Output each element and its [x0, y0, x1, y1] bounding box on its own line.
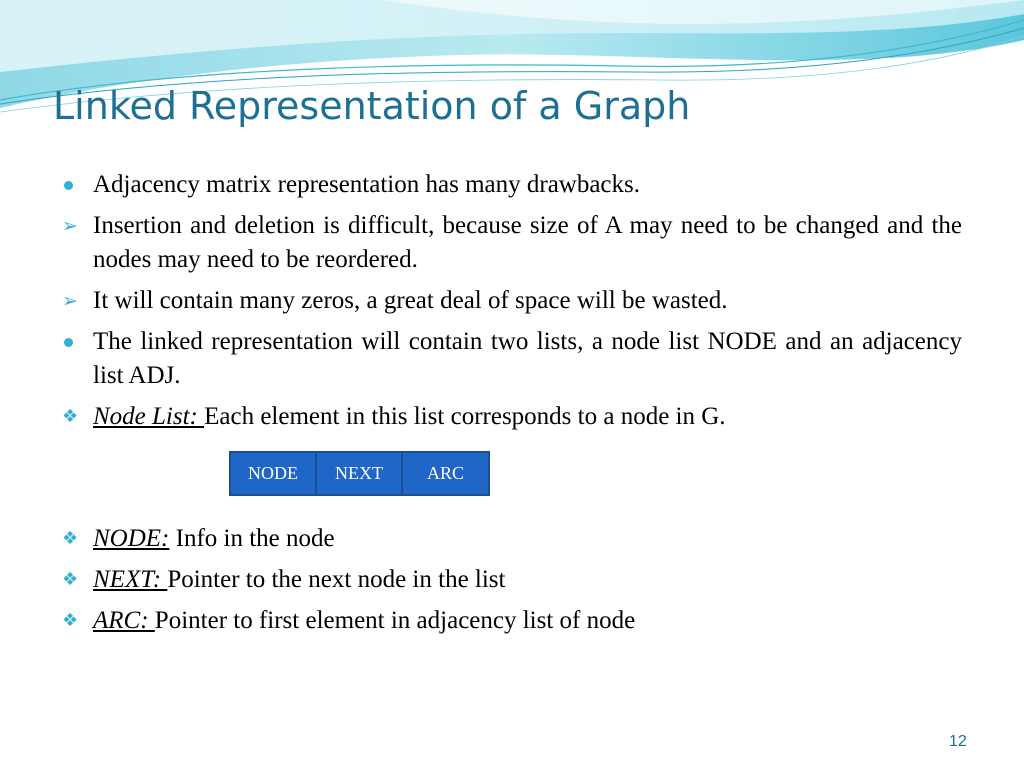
definition-text: Pointer to first element in adjacency list of node — [154, 607, 636, 634]
diamond-bullet-icon: ❖ — [62, 569, 79, 590]
bullet-list — [62, 168, 962, 441]
bullet-item — [62, 209, 962, 277]
definition-list — [62, 522, 962, 645]
definition-item — [62, 522, 962, 556]
next-field-cell: NEXT — [317, 453, 403, 494]
definition-item — [62, 563, 962, 597]
arc-field-cell: ARC — [403, 453, 488, 494]
diamond-bullet-icon: ❖ — [62, 406, 79, 427]
bullet-text: Adjacency matrix representation has many drawbacks. — [93, 171, 641, 198]
definition-label: NEXT: — [93, 566, 168, 593]
diamond-bullet-icon: ❖ — [62, 528, 79, 549]
node-structure-diagram — [229, 451, 490, 496]
bullet-dot-icon — [62, 325, 86, 359]
definition-text: Info in the node — [169, 525, 335, 552]
page-number: 12 — [949, 733, 967, 750]
node-field-cell: NODE — [231, 453, 317, 494]
arrow-bullet-icon: ➢ — [62, 215, 78, 237]
definition-label: NODE: — [93, 525, 170, 552]
bullet-text: Each element in this list corresponds to a node in G. — [204, 403, 726, 430]
slide-title: Linked Representation of a Graph — [53, 84, 691, 128]
definition-text: Pointer to the next node in the list — [167, 566, 506, 593]
arrow-bullet-icon: ➢ — [62, 290, 78, 312]
bullet-label: Node List: — [93, 403, 205, 430]
bullet-text: It will contain many zeros, a great deal of space will be wasted. — [93, 287, 728, 314]
bullet-item — [62, 325, 962, 393]
bullet-item — [62, 400, 962, 434]
bullet-dot-icon — [62, 168, 86, 202]
bullet-item — [62, 284, 962, 318]
diamond-bullet-icon: ❖ — [62, 610, 79, 631]
definition-label: ARC: — [93, 607, 155, 634]
bullet-text: The linked representation will contain two lists, a node list NODE and an adjacency list ADJ. — [93, 328, 962, 389]
definition-item — [62, 604, 962, 638]
bullet-text: Insertion and deletion is difficult, because size of A may need to be changed and the nodes may need to be reordered. — [93, 212, 962, 273]
bullet-item — [62, 168, 962, 202]
